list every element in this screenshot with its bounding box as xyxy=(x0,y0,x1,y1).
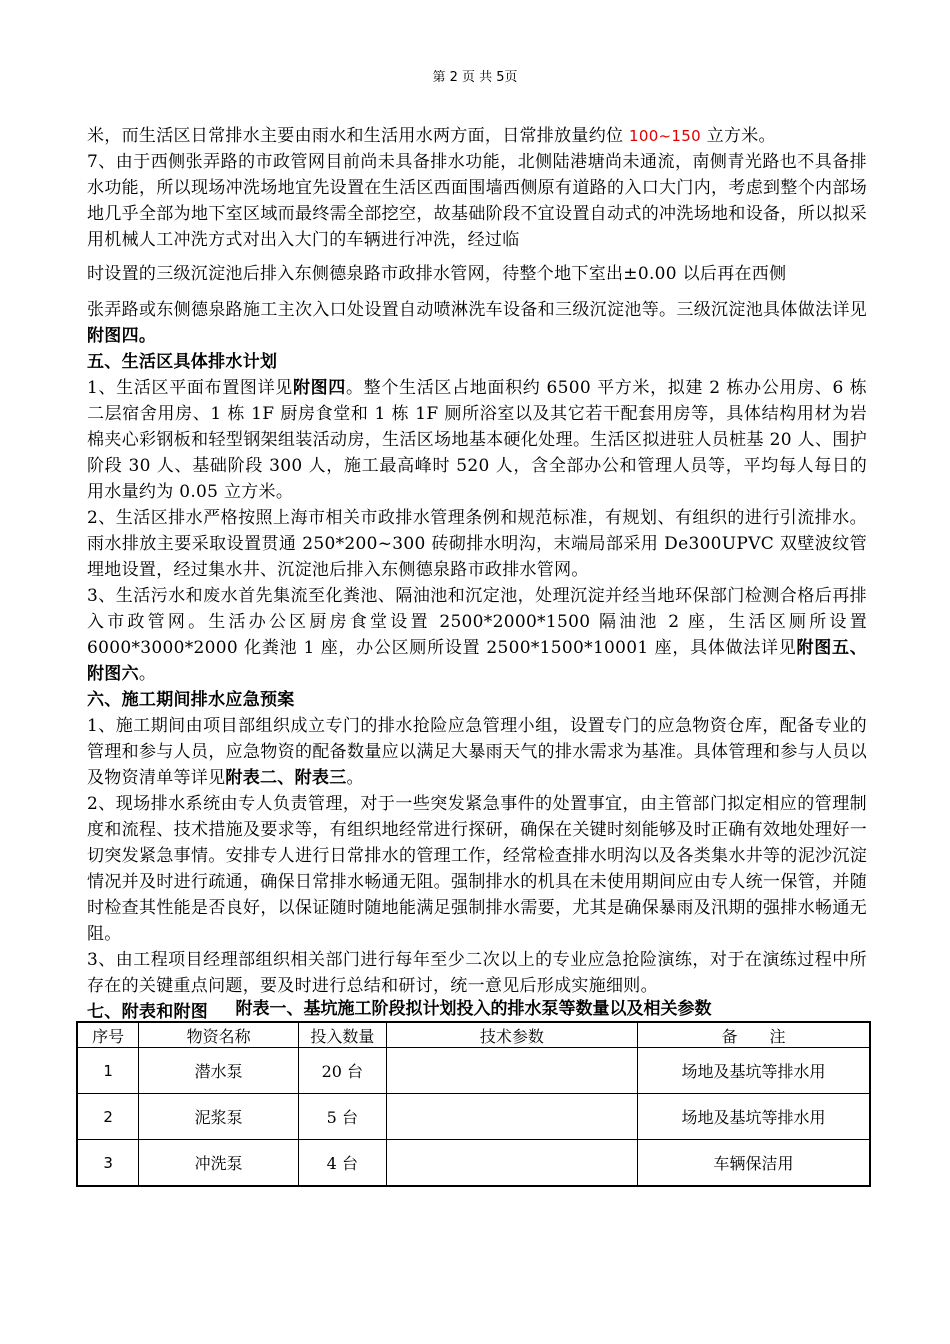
cell-tech-params xyxy=(386,1140,637,1187)
cell-remarks: 车辆保洁用 xyxy=(638,1140,870,1187)
text-run: 。 xyxy=(138,664,157,684)
cell-index: 2 xyxy=(77,1094,139,1140)
figure-reference: 附图五、附图六 xyxy=(87,638,868,684)
text-run: 。整个生活区占地面积约 6500 平方米，拟建 2 栋办公用房、6 栋二层宿舍用房、1 栋 1F 厨房食堂和 1 栋 1F 厕所浴室以及其它若干配套用房等，具体结构用材为岩棉夹心彩钢板和轻型钢架组装活动房，生活区场地基本硬化处理。生活区拟进驻人员桩基 20 人、围护阶段 30 人、基础阶段 300 人，施工最高峰时 520 人，含全部办公和管理人员等，平均每人每日的用水量约为 0.05 立方米。 xyxy=(87,378,867,502)
text-run: 张弄路或东侧德泉路施工主次入口处设置自动喷淋洗车设备和三级沉淀池等。三级沉淀池具体做法详见 xyxy=(87,300,867,320)
column-header-tech-params: 技术参数 xyxy=(386,1022,637,1048)
cell-tech-params xyxy=(386,1094,637,1140)
table-reference: 附表二、附表三 xyxy=(225,768,347,788)
table-header-row xyxy=(77,1022,870,1048)
highlighted-volume: 100~150 xyxy=(629,127,701,145)
text-run: 1、施工期间由项目部组织成立专门的排水抢险应急管理小组，设置专门的应急物资仓库，配备专业的管理和参与人员，应急物资的配备数量应以满足大暴雨天气的排水需求为基准。具体管理和参与人员以及物资清单等详见 xyxy=(87,716,867,788)
cell-index: 1 xyxy=(77,1048,139,1094)
column-header-item-name: 物资名称 xyxy=(139,1022,299,1048)
paragraph-5-3 xyxy=(87,583,867,687)
paragraph-6-3: 3、由工程项目经理部组织相关部门进行每年至少二次以上的专业应急抢险演练，对于在演练过程中所存在的关键重点问题，要及时进行总结和研讨，统一意见后形成实施细则。 xyxy=(87,950,867,996)
paragraph-item-7-continued: 时设置的三级沉淀池后排入东侧德泉路市政排水管网，待整个地下室出±0.00 以后再在西侧 xyxy=(87,264,787,284)
paragraph-5-1 xyxy=(87,375,867,505)
table-row xyxy=(77,1140,870,1187)
table-caption: 附表一、基坑施工阶段拟计划投入的排水泵等数量以及相关参数 xyxy=(235,999,712,1019)
paragraph-item-7-end xyxy=(87,297,867,349)
cell-quantity: 20 台 xyxy=(298,1048,386,1094)
paragraph-drainage-volume xyxy=(87,123,867,149)
figure-reference: 附图四。 xyxy=(87,326,157,346)
cell-tech-params xyxy=(386,1048,637,1094)
table-row xyxy=(77,1094,870,1140)
column-header-index: 序号 xyxy=(77,1022,139,1048)
cell-item-name: 冲洗泵 xyxy=(139,1140,299,1187)
section-heading-7: 七、附表和附图 xyxy=(87,1002,209,1022)
cell-quantity: 5 台 xyxy=(298,1094,386,1140)
column-header-quantity: 投入数量 xyxy=(298,1022,386,1048)
page-number-header: 第 2 页 共 5页 xyxy=(432,70,518,85)
paragraph-6-1 xyxy=(87,713,867,791)
column-header-remarks: 备 注 xyxy=(638,1022,870,1048)
text-run: 1、生活区平面布置图详见 xyxy=(87,378,293,398)
paragraph-6-2: 2、现场排水系统由专人负责管理，对于一些突发紧急事件的处置事宜，由主管部门拟定相应的管理制度和流程、技术措施及要求等，有组织地经常进行探研，确保在关键时刻能够及时正确有效地处理好一切突发紧急事情。安排专人进行日常排水的管理工作，经常检查排水明沟以及各类集水井等的泥沙沉淀情况并及时进行疏通，确保日常排水畅通无阻。强制排水的机具在未使用期间应由专人统一保管，并随时检查其性能是否良好，以保证随时随地能满足强制排水需要，尤其是确保暴雨及汛期的强排水畅通无阻。 xyxy=(87,794,867,944)
pump-table xyxy=(76,1021,871,1187)
section-heading-6: 六、施工期间排水应急预案 xyxy=(87,690,295,710)
cell-item-name: 泥浆泵 xyxy=(139,1094,299,1140)
text-run: 3、生活污水和废水首先集流至化粪池、隔油池和沉定池，处理沉淀并经当地环保部门检测合格后再排入市政管网。生活办公区厨房食堂设置 2500*2000*1500 隔油池 2 座，生活区厕所设置 6000*3000*2000 化粪池 1 座，办公区厕所设置 2500*1500*10001 座，具体做法详见 xyxy=(87,586,867,658)
section-heading-5: 五、生活区具体排水计划 xyxy=(87,352,278,372)
text-run: 立方米。 xyxy=(700,126,776,146)
table-row xyxy=(77,1048,870,1094)
text-run: 米，而生活区日常排水主要由雨水和生活用水两方面，日常排放量约位 xyxy=(87,126,630,146)
cell-item-name: 潜水泵 xyxy=(139,1048,299,1094)
cell-remarks: 场地及基坑等排水用 xyxy=(638,1094,870,1140)
figure-reference: 附图四 xyxy=(292,378,346,398)
cell-index: 3 xyxy=(77,1140,139,1187)
paragraph-5-2: 2、生活区排水严格按照上海市相关市政排水管理条例和规范标准，有规划、有组织的进行引流排水。雨水排放主要采取设置贯通 250*200~300 砖砌排水明沟，末端局部采用 De300UPVC 双壁波纹管埋地设置，经过集水井、沉淀池后排入东侧德泉路市政排水管网。 xyxy=(87,508,867,580)
cell-remarks: 场地及基坑等排水用 xyxy=(638,1048,870,1094)
text-run: 。 xyxy=(346,768,364,788)
paragraph-item-7: 7、由于西侧张弄路的市政管网目前尚未具备排水功能，北侧陆港塘尚未通流，南侧青光路也不具备排水功能，所以现场冲洗场地宜先设置在生活区西面围墙西侧原有道路的入口大门内，考虑到整个内部场地几乎全部为地下室区域而最终需全部挖空，故基础阶段不宜设置自动式的冲洗场地和设备，所以拟采用机械人工冲洗方式对出入大门的车辆进行冲洗，经过临 xyxy=(87,152,867,250)
cell-quantity: 4 台 xyxy=(298,1140,386,1187)
document-body xyxy=(87,123,867,1025)
